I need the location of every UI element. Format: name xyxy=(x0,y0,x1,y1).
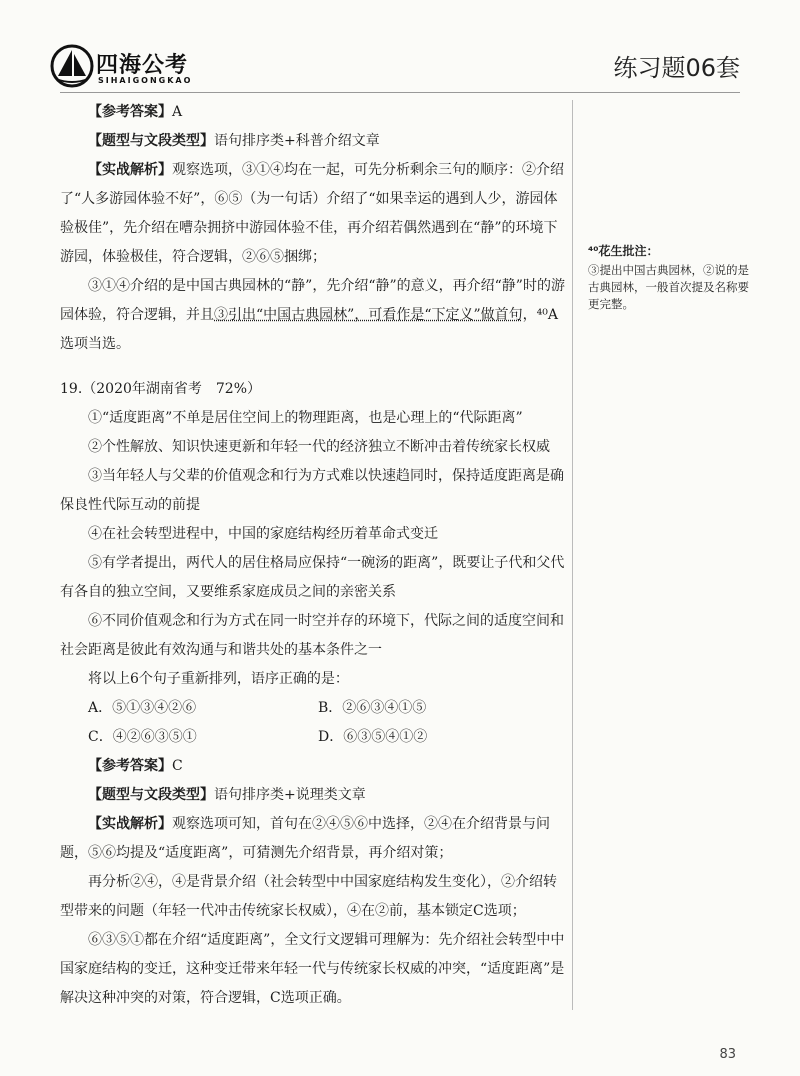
option-c[interactable]: C．④②⑥③⑤① xyxy=(88,729,197,745)
q18-analysis-p1: 【实战解析】观察选项，③①④均在一起，可先分析剩余三句的顺序：②介绍了“人多游园体验不好”，⑥⑤（为一句话）介绍了“如果幸运的遇到人少，游园体验极佳”，先介绍在嘈杂拥挤中游园体验不佳，再介绍若偶然遇到在“静”的环境下游园，体验极佳，符合逻辑，②⑥⑤捆绑； xyxy=(60,162,564,265)
q19-analysis-p2: 再分析②④，④是背景介绍（社会转型中中国家庭结构发生变化），②介绍转型带来的问题（年轻一代冲击传统家长权威），④在②前，基本锁定C选项； xyxy=(60,874,557,919)
exercise-set-label: 练习题06套 xyxy=(613,54,740,82)
sentence-5: ⑤有学者提出，两代人的居住格局应保持“一碗汤的距离”，既要让子代和父代有各自的独立空间，又要维系家庭成员之间的亲密关系 xyxy=(60,555,565,600)
sentence-4: ④在社会转型进程中，中国的家庭结构经历着革命式变迁 xyxy=(88,526,438,542)
side-annotation xyxy=(588,243,758,313)
option-b[interactable]: B．②⑥③④①⑤ xyxy=(318,700,427,716)
sailboat-logo-icon xyxy=(50,44,94,88)
annotation-title: ⁴⁰花生批注： xyxy=(588,244,659,258)
q19-analysis-p1: 【实战解析】观察选项可知，首句在②④⑤⑥中选择，②④在介绍背景与问题，⑤⑥均提及“适度距离”，可猜测先介绍背景，再介绍对策； xyxy=(60,816,550,861)
brand-name: 四海公考 xyxy=(96,53,189,78)
q19-answer: 【参考答案】C xyxy=(88,758,183,774)
margin-divider xyxy=(572,100,573,1010)
question-prompt: 将以上6个句子重新排列，语序正确的是： xyxy=(88,671,349,687)
answer-options xyxy=(60,694,565,752)
logo xyxy=(50,44,220,94)
underlined-note: ③引出“中国古典园林”，可看作是“下定义”做首句 xyxy=(214,307,523,323)
brand-subtitle: SIHAIGONGKAO xyxy=(98,76,193,85)
question-title: 19.（2020年湖南省考 72%） xyxy=(60,381,262,397)
q19-analysis-p3: ⑥③⑤①都在介绍“适度距离”，全文行文逻辑可理解为：先介绍社会转型中中国家庭结构的变迁，这种变迁带来年轻一代与传统家长权威的冲突，“适度距离”是解决这种冲突的对策，符合逻辑，C选项正确。 xyxy=(60,932,565,1006)
header-divider xyxy=(60,92,740,93)
q19-type: 【题型与文段类型】语句排序类+说理类文章 xyxy=(88,787,366,803)
sentence-6: ⑥不同价值观念和行为方式在同一时空并存的环境下，代际之间的适度空间和社会距离是彼此有效沟通与和谐共处的基本条件之一 xyxy=(60,613,564,658)
q18-answer: 【参考答案】A xyxy=(88,104,183,120)
q18-analysis-p2: ③①④介绍的是中国古典园林的“静”，先介绍“静”的意义，再介绍“静”时的游园体验，符合逻辑，并且③引出“中国古典园林”，可看作是“下定义”做首句，⁴⁰A选项当选。 xyxy=(60,278,565,352)
sentence-1: ①“适度距离”不单是居住空间上的物理距离，也是心理上的“代际距离” xyxy=(88,410,523,426)
main-content xyxy=(60,98,565,1013)
option-a[interactable]: A．⑤①③④②⑥ xyxy=(88,700,197,716)
sentence-3: ③当年轻人与父辈的价值观念和行为方式难以快速趋同时，保持适度距离是确保良性代际互动的前提 xyxy=(60,468,564,513)
page-number: 83 xyxy=(719,1047,736,1062)
q18-type: 【题型与文段类型】语句排序类+科普介绍文章 xyxy=(88,133,380,149)
option-d[interactable]: D．⑥③⑤④①② xyxy=(318,729,428,745)
annotation-text: ③提出中国古典园林，②说的是古典园林，一般首次提及名称要更完整。 xyxy=(588,263,749,311)
sentence-2: ②个性解放、知识快速更新和年轻一代的经济独立不断冲击着传统家长权威 xyxy=(88,439,550,455)
